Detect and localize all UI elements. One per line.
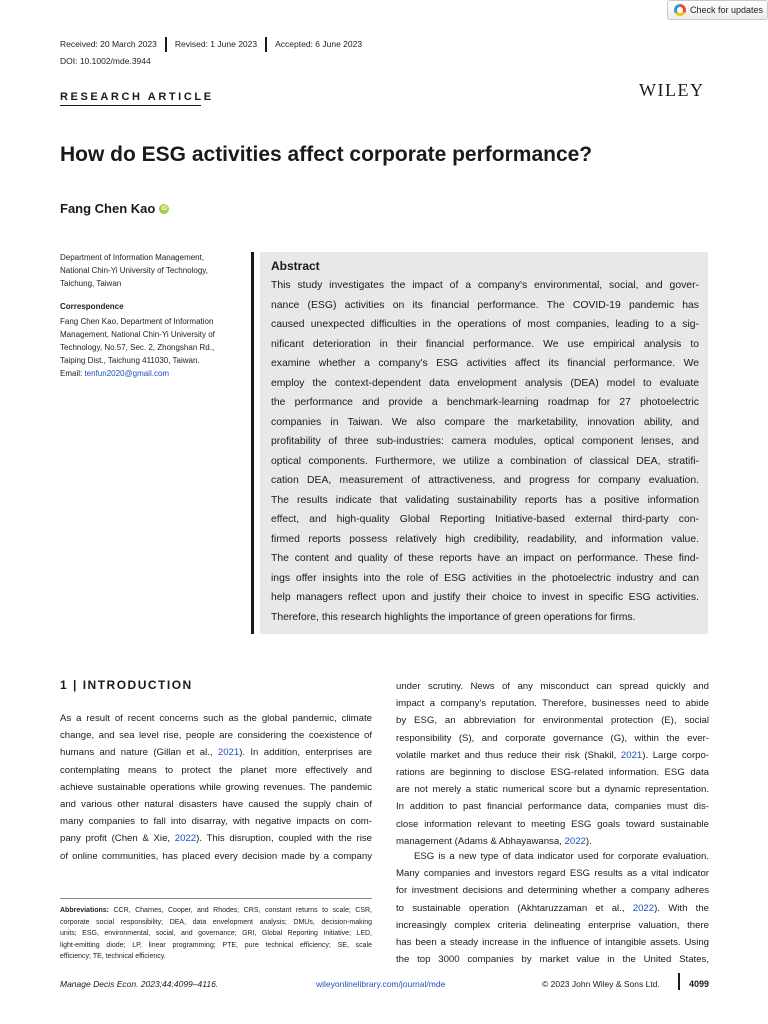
correspondence-line: Fang Chen Kao, Department of Information — [60, 317, 214, 326]
received-date: Received: 20 March 2023 — [60, 39, 157, 49]
citation-link[interactable]: 2022 — [632, 902, 655, 914]
body-column-right — [396, 678, 709, 850]
footnote-line — [60, 917, 372, 929]
abstract-line: companies in Taiwan. We also compare the marketability, innovation ability, and — [271, 416, 699, 428]
abstract-line: profitability of three sub-industries: camera modules, optical component lenses, and — [271, 436, 699, 447]
article-type: RESEARCH ARTICLE — [60, 91, 214, 103]
body-line: to sustainable operation (Akhtaruzzaman et al., 2022). With the — [396, 902, 709, 914]
citation-link[interactable]: 2022 — [174, 833, 197, 845]
paper-title: How do ESG activities affect corporate performance? — [60, 143, 593, 166]
abstract-line: The results indicate that validating sustainability reports has a positive information — [271, 494, 699, 506]
email-link[interactable]: tenfun2020@gmail.com — [84, 369, 170, 378]
body-line: and various other natural disasters have caused the supply chain of — [60, 798, 372, 810]
abstract-line: Therefore, this research highlights the importance of green operations for firms. — [271, 611, 636, 623]
citation-link[interactable]: 2022 — [564, 835, 586, 847]
affiliation-line: Taichung, Taiwan — [60, 279, 122, 288]
body-line: As a result of recent concerns such as the global pandemic, climate — [60, 713, 372, 724]
abstract-line: employ the context-dependent data envelopment analysis (DEA) model to evaluate — [271, 377, 699, 389]
footnote-line — [60, 905, 372, 917]
footnote-line — [60, 951, 372, 963]
accepted-date: Accepted: 6 June 2023 — [275, 39, 363, 49]
footnote-line — [60, 928, 372, 940]
abstract-line: firmed reports possess relatively high credibility, readability, and information value. — [271, 533, 699, 545]
abstract-line: effect, and high-quality Global Reporting Initiative-based external third-party con- — [271, 514, 699, 525]
abstract-line: ings offer insights into the role of ESG activities in the photoelectric industry and can — [271, 572, 699, 584]
correspondence — [60, 315, 250, 380]
correspondence-line: Management, National Chin-Yi University of — [60, 330, 215, 339]
crossmark-icon — [674, 4, 686, 16]
affiliation-line: Department of Information Management, — [60, 253, 205, 262]
citation-link[interactable]: 2021 — [217, 747, 240, 759]
abstract-bar — [251, 252, 254, 634]
body-line: the top 3000 companies by market value in the United States, — [396, 954, 709, 966]
body-line: by ESG, an abbreviation for environmental protection (E), social — [396, 715, 709, 727]
body-line: increasingly complex criteria delineating enterprise valuation, there — [396, 919, 709, 931]
abstract-line: nance (ESG) activities on its financial performance. The COVID-19 pandemic has — [271, 299, 699, 311]
abstract-text — [271, 276, 699, 627]
footnote-text: CCR, Charnes, Cooper, and Rhodes; CRS, constant returns to scale; CSR, — [109, 907, 372, 914]
body-line: impact a company's reputation. Therefore, businesses need to abide — [396, 698, 709, 710]
footnote-divider — [60, 898, 372, 899]
abstract-line: nificant deterioration in their financial performance. We use empirical analysis to — [271, 338, 699, 350]
footnote-text: units; ESG, environmental, social, and governance; GRI, Global Reporting Initiative; LED, — [60, 930, 372, 938]
citation-link[interactable]: 2021 — [620, 749, 643, 761]
body-line: management (Adams & Abhayawansa, 2022). — [396, 835, 592, 847]
body-line: for investment decisions and determining whether a company adheres — [396, 885, 709, 897]
article-type-underline — [60, 105, 201, 106]
abstract-line: help managers reflect upon and justify their choice to invest in specific ESG activities. — [271, 592, 699, 603]
body-line: are not merely a static numerical score but a dynamic representation. — [396, 784, 709, 796]
body-line: Many companies and investors regard ESG results as a vital indicator — [396, 868, 709, 880]
correspondence-email-line — [60, 367, 250, 380]
footnote — [60, 905, 372, 963]
footnote-label: Abbreviations: — [60, 907, 110, 914]
abstract-line: the performance and provide a benchmark-learning roadmap for 27 photoelectric — [271, 397, 699, 408]
body-line: contemplating means to protect the planet more effectively and — [60, 764, 372, 776]
body-line: of online communities, has placed every decision made by a company — [60, 850, 372, 862]
abstract-heading: Abstract — [271, 259, 320, 273]
abstract-line: caused unexpected difficulties in the operations of most companies, leading to a sig- — [271, 319, 699, 330]
body-line: responsibility (S), and corporate governance (G), within the ever- — [396, 732, 709, 744]
author — [60, 201, 169, 216]
body-line: achieve sustainable operations while growing revenues. The pandemic — [60, 781, 372, 793]
correspondence-line: Technology, No.57, Sec. 2, Zhongshan Rd., — [60, 343, 215, 352]
journal-url[interactable]: wileyonlinelibrary.com/journal/mde — [316, 979, 446, 989]
revised-date: Revised: 1 June 2023 — [174, 39, 258, 49]
footnote-text: efficiency; TE, technical efficiency. — [60, 953, 166, 961]
orcid-icon[interactable]: iD — [161, 205, 168, 212]
email-label: Email: — [60, 369, 85, 378]
page-number: 4099 — [689, 979, 710, 989]
footnote-line — [60, 940, 372, 952]
footnote-text: corporate social responsibility; DEA, data envelopment analysis; DMUs, decision-making — [60, 918, 372, 926]
abstract-line: examine whether a company's ESG activities affect its financial performance. We — [271, 358, 699, 369]
affiliation-line: National Chin-Yi University of Technology, — [60, 266, 208, 275]
body-line: change, and sea level rise, people are considering the coexistence of — [60, 730, 372, 742]
body-column-right-paragraph — [396, 848, 709, 968]
abstract-line: This study investigates the impact of a company's environmental, social, and gover- — [271, 280, 699, 291]
body-line: humans and nature (Gillan et al., 2021). In addition, enterprises are — [60, 747, 372, 759]
body-line: under scrutiny. News of any misconduct can spread quickly and — [396, 681, 709, 692]
check-for-updates-label: Check for updates — [690, 5, 764, 15]
doi: DOI: 10.1002/mde.3944 — [60, 56, 151, 66]
body-column-left — [60, 710, 372, 865]
abstract-line: cation DEA, measurement of attractiveness, and progress for company evaluation. — [271, 475, 699, 486]
publisher-logo: WILEY — [639, 80, 705, 100]
body-line: volatile market and thus reduce their risk (Shakil, 2021). Large corpo- — [396, 749, 710, 761]
section-heading: 1 | INTRODUCTION — [60, 678, 193, 692]
body-line: close information relevant to meeting ESG goals toward sustainable — [396, 818, 709, 830]
affiliation — [60, 251, 245, 290]
body-line: rations are beginning to disclose ESG-related information. ESG data — [396, 766, 709, 778]
body-line: many companies to fall into disarray, with negative impacts on com- — [60, 816, 372, 828]
correspondence-heading: Correspondence — [60, 302, 124, 311]
author-name: Fang Chen Kao — [60, 201, 156, 216]
footer-divider — [678, 973, 680, 990]
article-dates — [60, 39, 370, 52]
check-for-updates-button[interactable] — [667, 0, 768, 20]
abstract-line: The content and quality of these reports have an impact on performance. These find- — [271, 553, 699, 564]
body-line: In addition to past financial performance data, companies must dis- — [396, 801, 709, 813]
footnote-text: light-emitting diode; LP, linear programming; PTE, pure technical efficiency; SE, scale — [60, 941, 372, 949]
body-line: pany profit (Chen & Xie, 2022). This disruption, coupled with the rise — [60, 833, 372, 845]
journal-citation: Manage Decis Econ. 2023;44:4099–4116. — [60, 979, 219, 989]
copyright: © 2023 John Wiley & Sons Ltd. — [542, 979, 660, 989]
body-line: has been a steady increase in the influence of intangible assets. Using — [396, 936, 709, 948]
body-line: ESG is a new type of data indicator used for corporate evaluation. — [414, 851, 709, 862]
abstract-line: optical components. Furthermore, we utilize a combination of classical DEA, stratifi- — [271, 455, 699, 467]
correspondence-line: Taiping Dist., Taichung 411030, Taiwan. — [60, 356, 200, 365]
